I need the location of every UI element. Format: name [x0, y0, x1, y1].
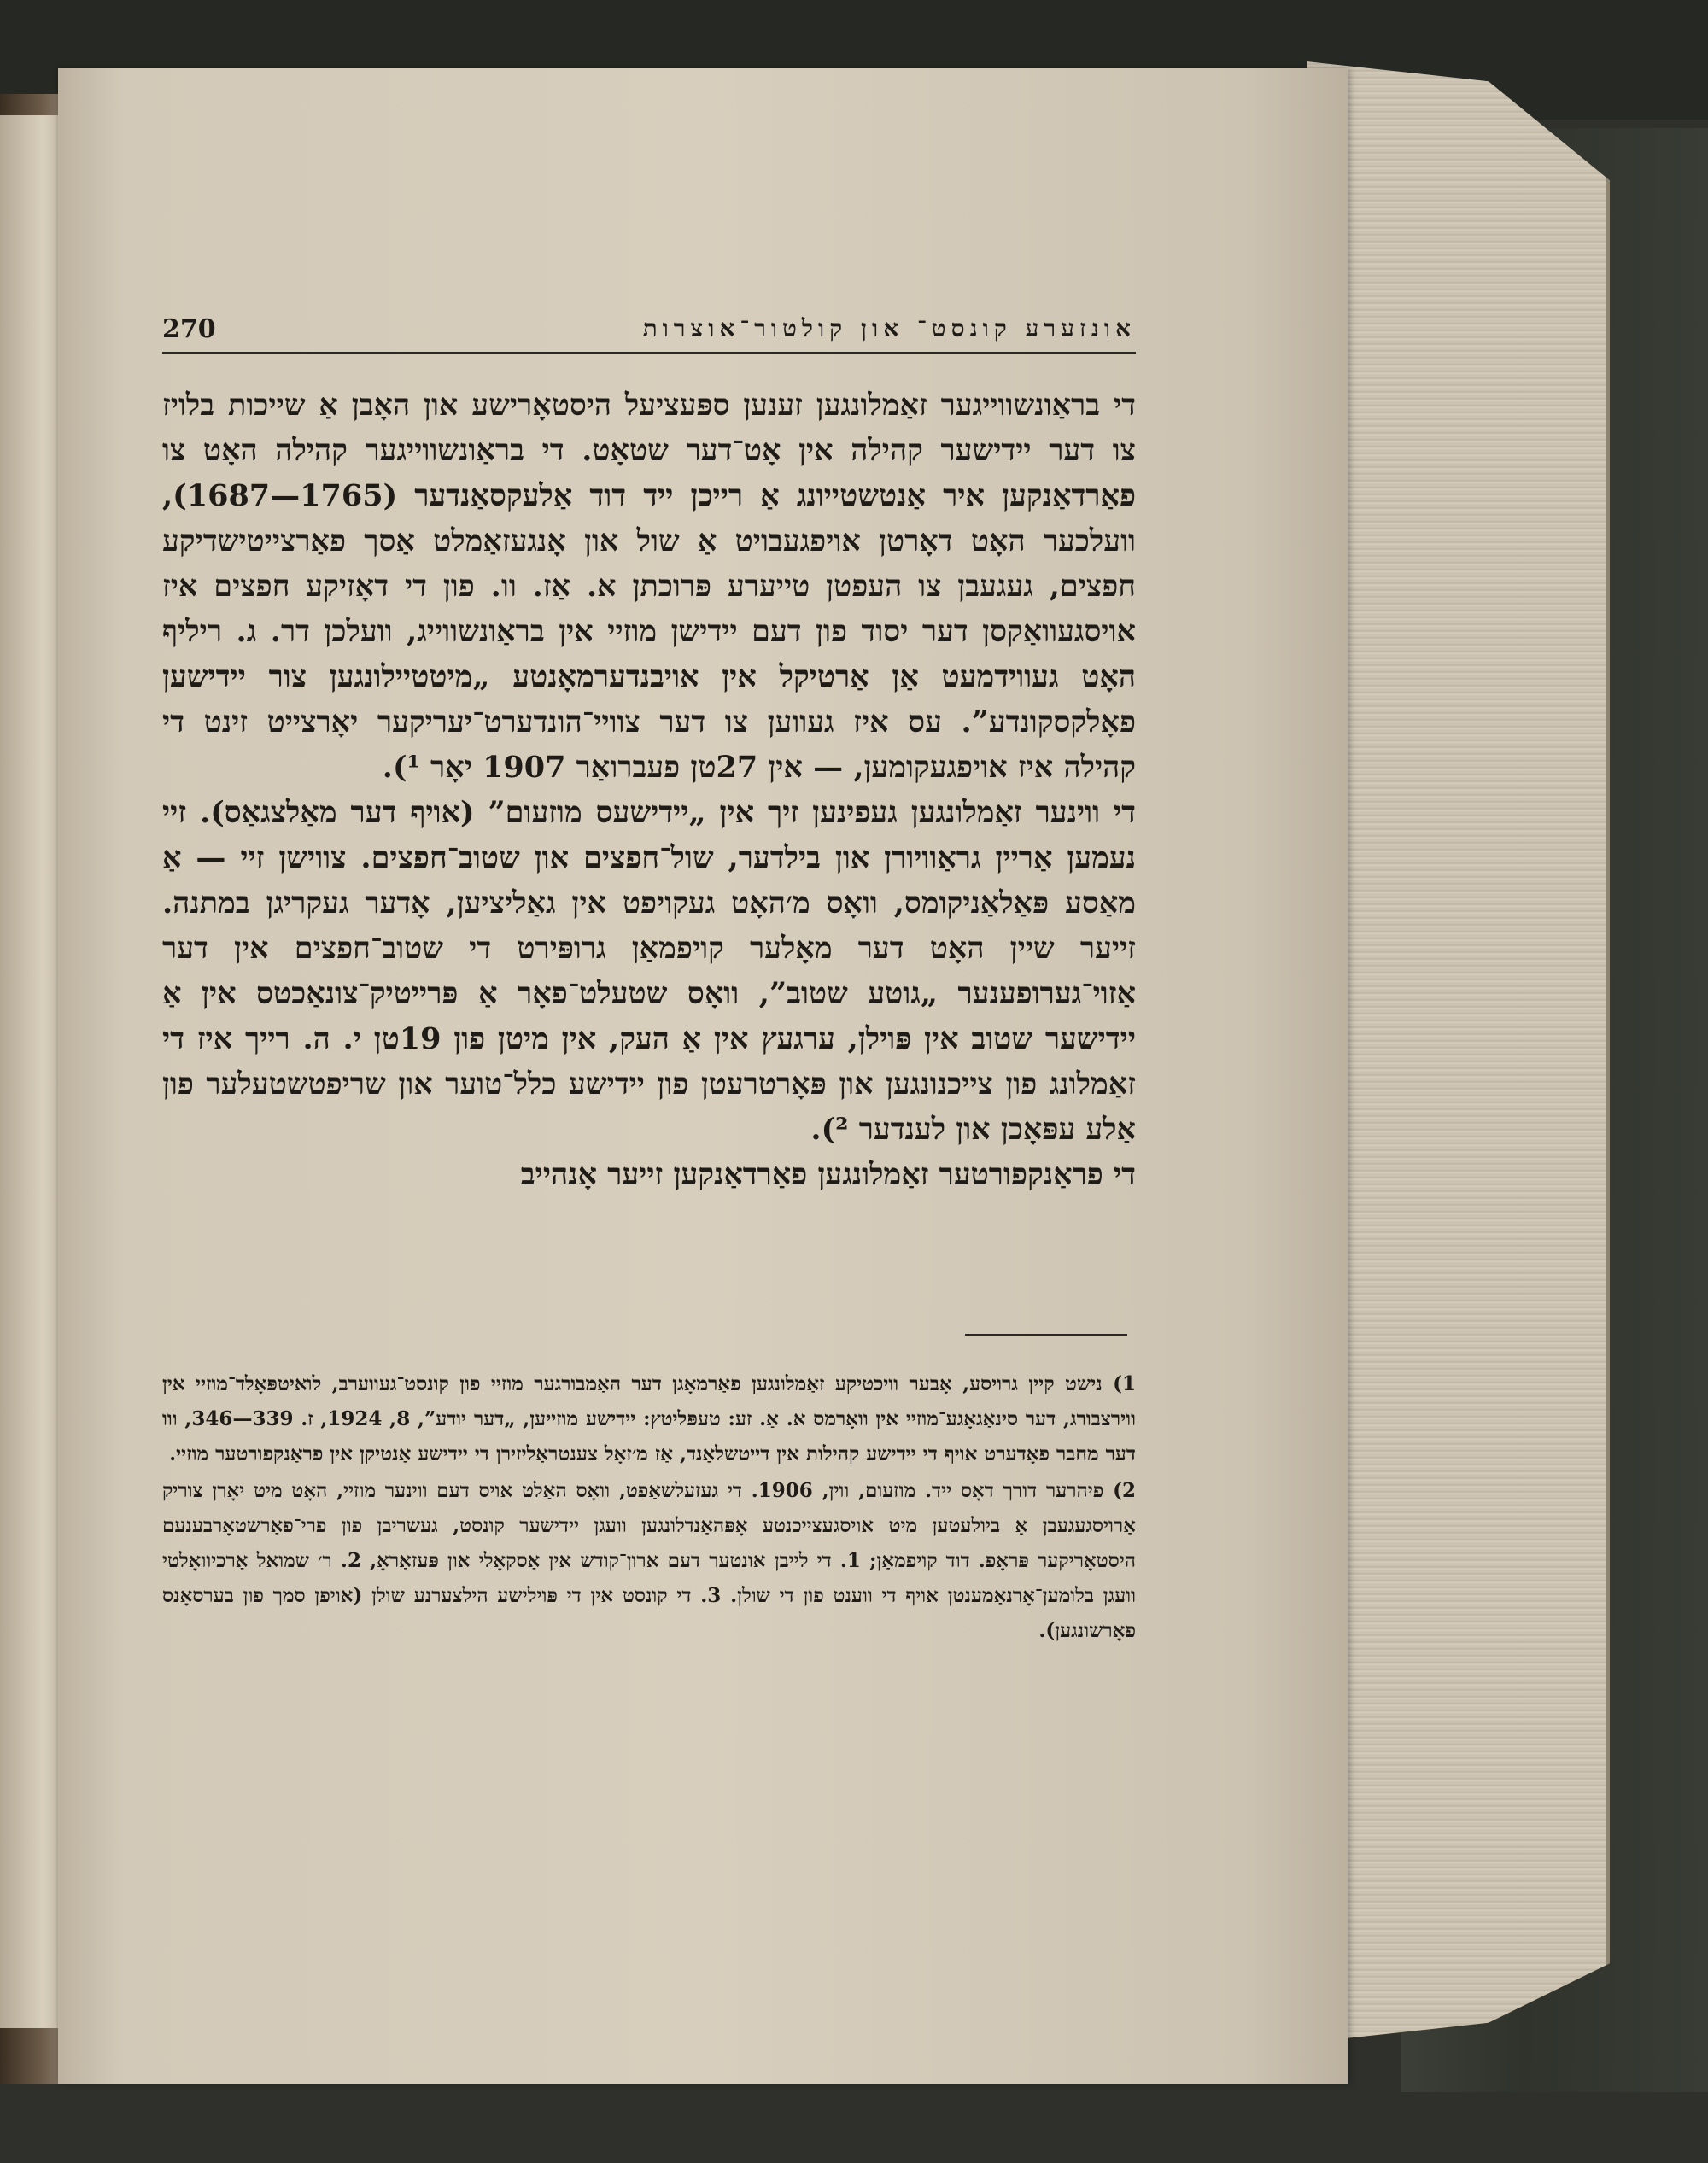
paragraph: די פראַנקפורטער זאַמלונגען פאַרדאַנקען זייער אָנהייב: [520, 1157, 1136, 1192]
paragraph: די ווינער זאַמלונגען געפינען זיך אין „יידישעס מוזעום” (אויף דער מאַלצגאַס). זיי נעמען אַריין גראַוויורן און בילדער, שול־חפצים און שטוב־חפצים. צווישן זיי — אַ מאַסע פּאַלאַניקומס, וואָס מ׳האָט געקויפט אין גאַליציען, אָדער געקריגן במתנה. זייער שיין האָט דער מאָלער קויפמאַן גרופּירט די שטוב־חפצים אין דער אַזוי־גערופענער „גוטע שטוב”, וואָס שטעלט־פאָר אַ פּרייטיק־צונאַכטס אין אַ יידישער שטוב אין פּוילן, ערגעץ אין אַ העק, אין מיטן פון 19טן י. ה. רייך איז די זאַמלונג פון צייכנונגען און פּאָרטרעטן פון יידישע כלל־טוער און שריפטשטעלער פון אַלע עפּאָכן און לענדער ²).: [162, 795, 1136, 1147]
footnote: 1) נישט קיין גרויסע, אָבער וויכטיקע זאַמלונגען פאַרמאָגן דער האַמבורגער מוזיי פון קונסט־געווערב, לואיטפּאָלד־מוזיי אין ווירצבורג, דער סינאַגאָגע־מוזיי אין וואָרמס א. אַ. זע: טעפּליטץ: יידישע מוזייען, „דער יודע”, 8, 1924, ז. 339—346, ווו דער מחבר פאָדערט אויף די יידישע קהילות אין דייטשלאַנד, אַז מ׳זאָל צענטראַליזירן די יידישע אַנטיקן אין פראַנקפורטער מוזיי.: [162, 1372, 1136, 1465]
running-title: אונזערע קונסט־ און קולטור־אוצרות: [642, 314, 1136, 342]
footnote-rule: [965, 1334, 1127, 1336]
paragraph: די בראַונשווייגער זאַמלונגען זענען ספּעציעל היסטאָרישע און האָבן אַ שייכות בלויז צו דער יידישער קהילה אין אָט־דער שטאָט. די בראַונשווייגער קהילה האָט צו פאַרדאַנקען איר אַנטשטייונג אַ רייכן ייד דוד אַלעקסאַנדער (1765—1687), וועלכער האָט דאָרטן אויפגעבויט אַ שול און אָנגעזאַמלט אַסך פאַרצייטישדיקע חפצים, געגעבן צו העפטן טייערע פּרוכתן א. אַז. וו. פון די דאָזיקע חפצים איז אויסגעוואַקסן דער יסוד פון דעם יידישן מוזיי אין בראַונשווייג, וועלכן דר. ג. ריליף האָט געווידמעט אַן אַרטיקל אין אויבנדערמאָנטע „מיטטיילונגען צור יידישען פאָלקסקונדע”. עס איז געווען צו דער צוויי־הונדערט־יעריקער יאָרצייט זינט די קהילה איז אויפגעקומען, — אין 27טן פעברואַר 1907 יאָר ¹).: [162, 388, 1136, 785]
facing-page-edge: [0, 115, 64, 2028]
footnotes: [162, 1366, 1136, 1650]
page-block-edges: [1307, 61, 1610, 2043]
running-header: [162, 309, 1136, 354]
body-text: [162, 383, 1136, 1197]
page-number: 270: [162, 313, 216, 344]
footnote: 2) פיהרער דורך דאָס ייד. מוזעום, ווין, 1906. די געזעלשאַפט, וואָס האַלט אויס דעם ווינער מוזיי, האָט מיט יאָרן צוריק אַרויסגעגעבן אַ ביולעטען מיט אויסגעצייכנטע אָפּהאַנדלונגען וועגן יידישער קונסט, געשריבן פון פרי־פאַרשטאָרבענעם היסטאָריקער פּראָפ. דוד קויפמאַן; 1. די לייבן אונטער דעם ארון־קודש אין אַסקאָלי און פּעזאַראָ, 2. ר׳ שמואל אַרכיוואָלטי וועגן בלומען־אָרנאַמענטן אויף די ווענט פון די שולן. 3. די קונסט אין די פּוילישע הילצערנע שולן (אויפן סמך פון בערסאָנס פאָרשונגען).: [162, 1479, 1137, 1642]
